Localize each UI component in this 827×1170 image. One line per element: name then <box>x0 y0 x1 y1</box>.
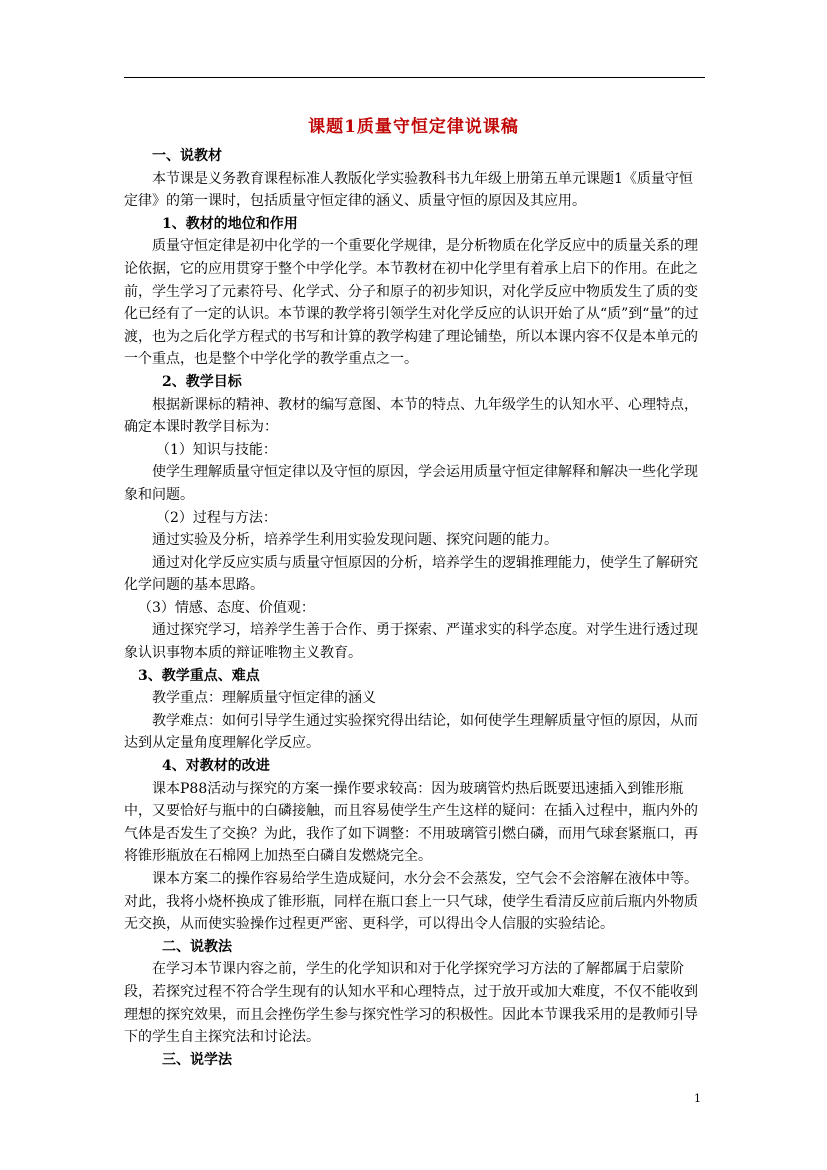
body-paragraph: 根据新课标的精神、教材的编写意图、本节的特点、九年级学生的认知水平、心理特点，确定本课时教学目标为： <box>124 396 698 436</box>
section-heading: 一、说教材 <box>152 148 222 164</box>
body-paragraph: （3）情感、态度、价值观： <box>138 599 315 616</box>
section-heading: 三、说学法 <box>162 1051 232 1068</box>
body-paragraph: 通过实验及分析，培养学生利用实验发现问题、探究问题的能力。 <box>152 532 558 549</box>
body-paragraph: 课本方案二的操作容易给学生造成疑问，水分会不会蒸发，空气会不会溶解在液体中等。对此，我将小烧杯换成了锥形瓶，同样在瓶口套上一只气球，使学生看清反应前后瓶内外物质无交换，从而使实验操作过程更严密、更科学，可以得出令人信服的实验结论。 <box>124 871 698 933</box>
section-heading: 二、说教法 <box>162 938 232 955</box>
body-paragraph: 在学习本节课内容之前，学生的化学知识和对于化学探究学习方法的了解都属于启蒙阶段，若探究过程不符合学生现有的认知水平和心理特点，过于放开或加大难度，不仅不能收到理想的探究效果，而且会挫伤学生参与探究性学习的积极性。因此本节课我采用的是教师引导下的学生自主探究法和讨论法。 <box>124 961 698 1046</box>
body-paragraph: 教学重点：理解质量守恒定律的涵义 <box>152 690 376 707</box>
document-title: 课题1质量守恒定律说课稿 <box>308 117 519 137</box>
page-number: 1 <box>694 1092 701 1105</box>
section-heading: 2、教学目标 <box>162 373 242 390</box>
body-paragraph: 课本P88活动与探究的方案一操作要求较高：因为玻璃管灼热后既要迅速插入到锥形瓶中，又要恰好与瓶中的白磷接触，而且容易使学生产生这样的疑问：在插入过程中，瓶内外的气体是否发生了交换？为此，我作了如下调整：不用玻璃管引燃白磷，而用气球套紧瓶口，再将锥形瓶放在石棉网上加热至白磷自发燃烧完全。 <box>124 780 698 865</box>
body-paragraph: （2）过程与方法： <box>156 509 277 526</box>
section-heading: 3、教学重点、难点 <box>138 667 260 684</box>
body-paragraph: 通过探究学习，培养学生善于合作、勇于探索、严谨求实的科学态度。对学生进行透过现象认识事物本质的辩证唯物主义教育。 <box>124 622 698 662</box>
section-heading: 1、教材的地位和作用 <box>162 215 298 232</box>
document-body <box>124 145 705 1071</box>
body-paragraph: （1）知识与技能： <box>156 441 277 458</box>
body-paragraph: 通过对化学反应实质与质量守恒原因的分析，培养学生的逻辑推理能力，使学生了解研究化学问题的基本思路。 <box>124 554 698 594</box>
body-paragraph: 使学生理解质量守恒定律以及守恒的原因，学会运用质量守恒定律解释和解决一些化学现象和问题。 <box>124 464 698 503</box>
body-paragraph: 教学难点：如何引导学生通过实验探究得出结论，如何使学生理解质量守恒的原因，从而达到从定量角度理解化学反应。 <box>124 712 698 752</box>
header-rule <box>124 77 705 78</box>
section-heading: 4、对教材的改进 <box>162 758 270 775</box>
body-paragraph: 质量守恒定律是初中化学的一个重要化学规律，是分析物质在化学反应中的质量关系的理论依据，它的应用贯穿于整个中学化学。本节教材在初中化学里有着承上启下的作用。在此之前，学生学习了元素符号、化学式、分子和原子的初步知识，对化学反应中物质发生了质的变化已经有了一定的认识。本节课的教学将引领学生对化学反应的认识开始了从“质”到“量”的过渡，也为之后化学方程式的书写和计算的教学构建了理论铺垫，所以本课内容不仅是本单元的一个重点，也是整个中学化学的教学重点之一。 <box>124 238 699 368</box>
body-paragraph: 本节课是义务教育课程标准人教版化学实验教科书九年级上册第五单元课题1《质量守恒定律》的第一课时，包括质量守恒定律的涵义、质量守恒的原因及其应用。 <box>124 170 693 210</box>
